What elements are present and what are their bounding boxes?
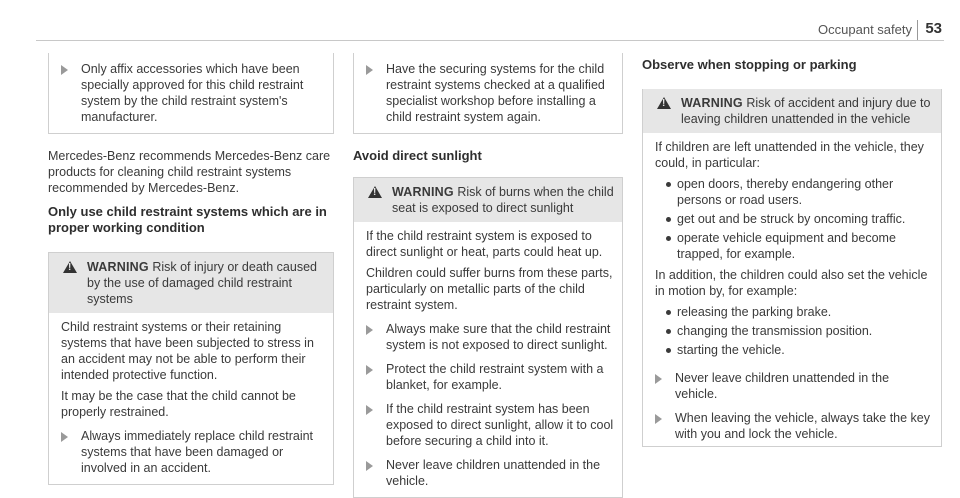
instruction-step (643, 370, 933, 402)
section-title: Occupant safety (818, 22, 912, 37)
warning-paragraph: It may be the case that the child cannot be properly restrained. (61, 389, 296, 419)
arrow-right-icon (655, 414, 662, 424)
list-item (655, 176, 933, 208)
arrow-right-icon (366, 461, 373, 471)
bullet-icon (666, 310, 671, 315)
instruction-box (353, 53, 623, 134)
list-item (655, 211, 933, 227)
instruction-step (354, 61, 614, 125)
warning-box (48, 252, 334, 485)
bullet-icon (666, 329, 671, 334)
arrow-right-icon (61, 432, 68, 442)
step-text: When leaving the vehicle, always take the key with you and lock the vehicle. (675, 411, 930, 441)
list-text: open doors, thereby endangering other persons or road users. (677, 177, 894, 207)
section-heading: Observe when stopping or parking (642, 57, 857, 72)
bullet-icon (666, 217, 671, 222)
warning-label: WARNING (87, 260, 149, 274)
step-text: Always immediately replace child restraint systems that have been damaged or involved in an accident. (81, 429, 314, 475)
warning-body (643, 133, 941, 446)
page-header (36, 18, 944, 41)
paragraph: Mercedes-Benz recommends Mercedes-Benz care products for cleaning child restraint systems recommended by Mercedes-Benz. (48, 149, 331, 195)
warning-paragraph: Child restraint systems or their retaining systems that have been subjected to stress in an accident may not be able to perform their intended protective function. (61, 320, 314, 382)
instruction-step (354, 457, 614, 489)
warning-box (353, 177, 623, 498)
step-text: Only affix accessories which have been specially approved for this child restraint system by the child restraint system's manufacturer. (81, 62, 304, 124)
list-item (655, 230, 933, 262)
arrow-right-icon (366, 65, 373, 75)
arrow-right-icon (366, 325, 373, 335)
warning-paragraph: Children could suffer burns from these parts, particularly on metallic parts of the child restraint system. (366, 266, 613, 312)
instruction-step (49, 61, 325, 125)
list-text: operate vehicle equipment and become trapped, for example. (677, 231, 896, 261)
instruction-step (354, 361, 614, 393)
warning-text: Risk of injury or death caused by the use of damaged child restraint systems (87, 260, 317, 306)
arrow-right-icon (366, 365, 373, 375)
list-item (655, 323, 933, 339)
warning-paragraph: If children are left unattended in the vehicle, they could, in particular: (655, 140, 924, 170)
step-text: Always make sure that the child restraint system is not exposed to direct sunlight. (386, 322, 611, 352)
step-text: Have the securing systems for the child restraint systems checked at a qualified specialist workshop before installing a child restraint system again. (386, 62, 605, 124)
warning-header (49, 253, 333, 313)
bullet-icon (666, 182, 671, 187)
list-item (655, 304, 933, 320)
column-1 (48, 53, 334, 485)
bullet-icon (666, 236, 671, 241)
step-text: Never leave children unattended in the vehicle. (675, 371, 890, 401)
list-text: starting the vehicle. (677, 343, 785, 357)
step-text: Protect the child restraint system with a blanket, for example. (386, 362, 604, 392)
arrow-right-icon (366, 405, 373, 415)
instruction-step (354, 321, 614, 353)
page-number: 53 (925, 20, 942, 37)
warning-triangle-icon (657, 97, 671, 109)
column-2 (353, 53, 623, 498)
warning-body (354, 222, 622, 497)
instruction-step (643, 410, 933, 442)
warning-paragraph: In addition, the children could also set the vehicle in motion by, for example: (655, 268, 928, 298)
section-heading: Only use child restraint systems which are in proper working condition (48, 204, 327, 235)
warning-text: Risk of accident and injury due to leaving children unattended in the vehicle (681, 96, 931, 126)
header-divider (917, 20, 918, 40)
warning-paragraph: If the child restraint system is exposed to direct sunlight or heat, parts could heat up. (366, 229, 603, 259)
warning-box (642, 89, 942, 447)
arrow-right-icon (655, 374, 662, 384)
warning-body (49, 313, 333, 484)
list-text: releasing the parking brake. (677, 305, 832, 319)
section-heading: Avoid direct sunlight (353, 148, 482, 163)
warning-header (354, 178, 622, 222)
list-item (655, 342, 933, 358)
step-text: If the child restraint system has been exposed to direct sunlight, allow it to cool before securing a child into it. (386, 402, 614, 448)
arrow-right-icon (61, 65, 68, 75)
instruction-step (49, 428, 325, 476)
step-text: Never leave children unattended in the vehicle. (386, 458, 601, 488)
list-text: get out and be struck by oncoming traffic. (677, 212, 906, 226)
instruction-box (48, 53, 334, 134)
warning-triangle-icon (368, 186, 382, 198)
column-3 (642, 57, 942, 447)
warning-triangle-icon (63, 261, 77, 273)
warning-label: WARNING (392, 185, 454, 199)
instruction-step (354, 401, 614, 449)
list-text: changing the transmission position. (677, 324, 873, 338)
warning-text: Risk of burns when the child seat is exposed to direct sunlight (392, 185, 614, 215)
warning-header (643, 89, 941, 133)
bullet-icon (666, 348, 671, 353)
warning-label: WARNING (681, 96, 743, 110)
